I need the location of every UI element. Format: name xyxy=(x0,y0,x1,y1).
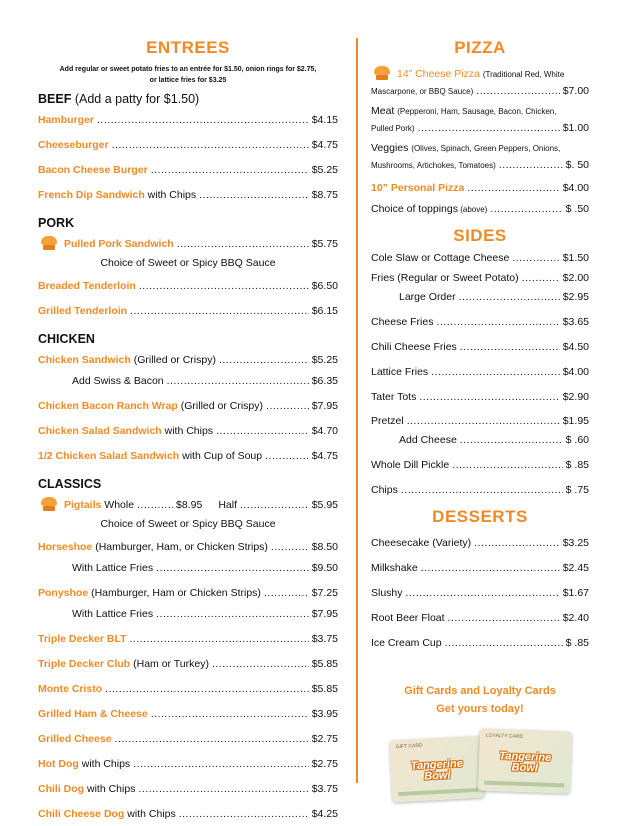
entrees-title: ENTREES xyxy=(146,38,230,57)
menu-item: Add Swiss & Bacon ..... $6.35 xyxy=(38,371,338,392)
menu-item: Hot Dog with Chips ..... $2.75 xyxy=(38,754,338,775)
menu-item-cheese-pizza-price: Mascarpone, or BBQ Sauce) ..... $7.00 xyxy=(371,82,589,100)
menu-item: Ponyshoe (Hamburger, Ham or Chicken Strips) ..... $7.25 xyxy=(38,583,338,604)
menu-item: Tater Tots ..... $2.90 xyxy=(371,387,589,408)
pizza-title: PIZZA xyxy=(454,38,506,57)
sauce-note: Choice of Sweet or Spicy BBQ Sauce xyxy=(100,257,276,269)
menu-item: Grilled Cheese ..... $2.75 xyxy=(38,729,338,750)
menu-item: With Lattice Fries ..... $7.95 xyxy=(38,604,338,625)
entrees-column xyxy=(38,38,338,825)
gift-card-promo: Gift Cards and Loyalty Cards Get yours today! xyxy=(404,685,556,715)
menu-item: Whole Dill Pickle ..... $ .85 xyxy=(371,455,589,476)
menu-item: Hamburger ..... $4.15 xyxy=(38,110,338,131)
entrees-note: Add regular or sweet potato fries to an entrée for $1.50, onion rings for $2.75, or lattice fries for $3.25 xyxy=(59,66,317,84)
menu-item: Grilled Tenderloin ..... $6.15 xyxy=(38,301,338,322)
menu-item-veggies: Veggies (Olives, Spinach, Green Peppers, Onions, xyxy=(371,142,561,154)
menu-item: Lattice Fries ..... $4.00 xyxy=(371,362,589,383)
menu-item: Cheeseburger ..... $4.75 xyxy=(38,135,338,156)
menu-item: Chips ..... $ .75 xyxy=(371,480,589,501)
pizza-sides-desserts-column xyxy=(371,38,589,808)
menu-item: Fries (Regular or Sweet Potato) ..... $2.00 xyxy=(371,269,589,287)
menu-item: Choice of toppings (above) ..... $ .50 xyxy=(371,199,589,220)
menu-item: French Dip Sandwich with Chips ..... $8.75 xyxy=(38,185,338,206)
menu-item: Cheese Fries ..... $3.65 xyxy=(371,312,589,333)
menu-item: Bacon Cheese Burger ..... $5.25 xyxy=(38,160,338,181)
menu-item: Cheesecake (Variety) ..... $3.25 xyxy=(371,533,589,554)
menu-item: Slushy ..... $1.67 xyxy=(371,583,589,604)
menu-item-cheese-pizza: 14” Cheese Pizza (Traditional Red, White xyxy=(371,66,589,82)
menu-item: Chicken Bacon Ranch Wrap (Grilled or Crispy) ..... $7.95 xyxy=(38,396,338,417)
menu-item: 1/2 Chicken Salad Sandwich with Cup of Soup ..... $4.75 xyxy=(38,446,338,467)
menu-item: Monte Cristo ..... $5.85 xyxy=(38,679,338,700)
menu-item: Chili Cheese Fries ..... $4.50 xyxy=(371,337,589,358)
desserts-title: DESSERTS xyxy=(432,507,528,526)
sides-title: SIDES xyxy=(453,226,507,245)
menu-item: Pretzel ..... $1.95 xyxy=(371,412,589,430)
menu-item: Triple Decker BLT ..... $3.75 xyxy=(38,629,338,650)
menu-item-pigtails: Pigtails Whole ..... $8.95 Half ..... $5.95 xyxy=(38,495,338,516)
chicken-heading: CHICKEN xyxy=(38,332,95,346)
menu-item: Pulled Pork Sandwich ..... $5.75 xyxy=(38,234,338,255)
loyalty-card: LOYALTY CARD Tangerine Bowl xyxy=(478,728,572,793)
column-divider xyxy=(356,38,358,783)
chef-hat-icon xyxy=(38,236,60,252)
menu-item: Cole Slaw or Cottage Cheese ..... $1.50 xyxy=(371,248,589,269)
menu-item: Horseshoe (Hamburger, Ham, or Chicken Strips) ..... $8.50 xyxy=(38,537,338,558)
menu-item: Chili Dog with Chips ..... $3.75 xyxy=(38,779,338,800)
menu-item: Milkshake ..... $2.45 xyxy=(371,558,589,579)
sauce-note: Choice of Sweet or Spicy BBQ Sauce xyxy=(100,518,276,530)
menu-item: Breaded Tenderloin ..... $6.50 xyxy=(38,276,338,297)
gift-cards-image xyxy=(371,728,589,808)
gift-card: GIFT CARD Tangerine Bowl xyxy=(389,736,484,803)
classics-heading: CLASSICS xyxy=(38,477,102,491)
menu-item: 10” Personal Pizza ..... $4.00 xyxy=(371,178,589,199)
menu-item: Large Order ..... $2.95 xyxy=(371,287,589,308)
menu-item-veggies-price: Mushrooms, Artichokes, Tomatoes) ..... $. 50 xyxy=(371,156,589,174)
menu-item-meat-price: Pulled Pork) ..... $1.00 xyxy=(371,119,589,137)
menu-item: Root Beer Float ..... $2.40 xyxy=(371,608,589,629)
menu-item: Ice Cream Cup ..... $ .85 xyxy=(371,633,589,654)
menu-item: Chicken Sandwich (Grilled or Crispy) ..... $5.25 xyxy=(38,350,338,371)
menu-item: Triple Decker Club (Ham or Turkey) ..... $5.85 xyxy=(38,654,338,675)
menu-item: Grilled Ham & Cheese ..... $3.95 xyxy=(38,704,338,725)
pork-heading: PORK xyxy=(38,216,75,230)
chef-hat-icon xyxy=(371,66,393,82)
chef-hat-icon xyxy=(38,497,60,513)
menu-item: Add Cheese ..... $ .60 xyxy=(371,430,589,451)
menu-item: Chili Cheese Dog with Chips ..... $4.25 xyxy=(38,804,338,825)
beef-heading: BEEF (Add a patty for $1.50) xyxy=(38,92,200,106)
menu-item: Chicken Salad Sandwich with Chips ..... $4.70 xyxy=(38,421,338,442)
menu-item-meat: Meat (Pepperoni, Ham, Sausage, Bacon, Chicken, xyxy=(371,105,557,117)
menu-item: With Lattice Fries ..... $9.50 xyxy=(38,558,338,579)
